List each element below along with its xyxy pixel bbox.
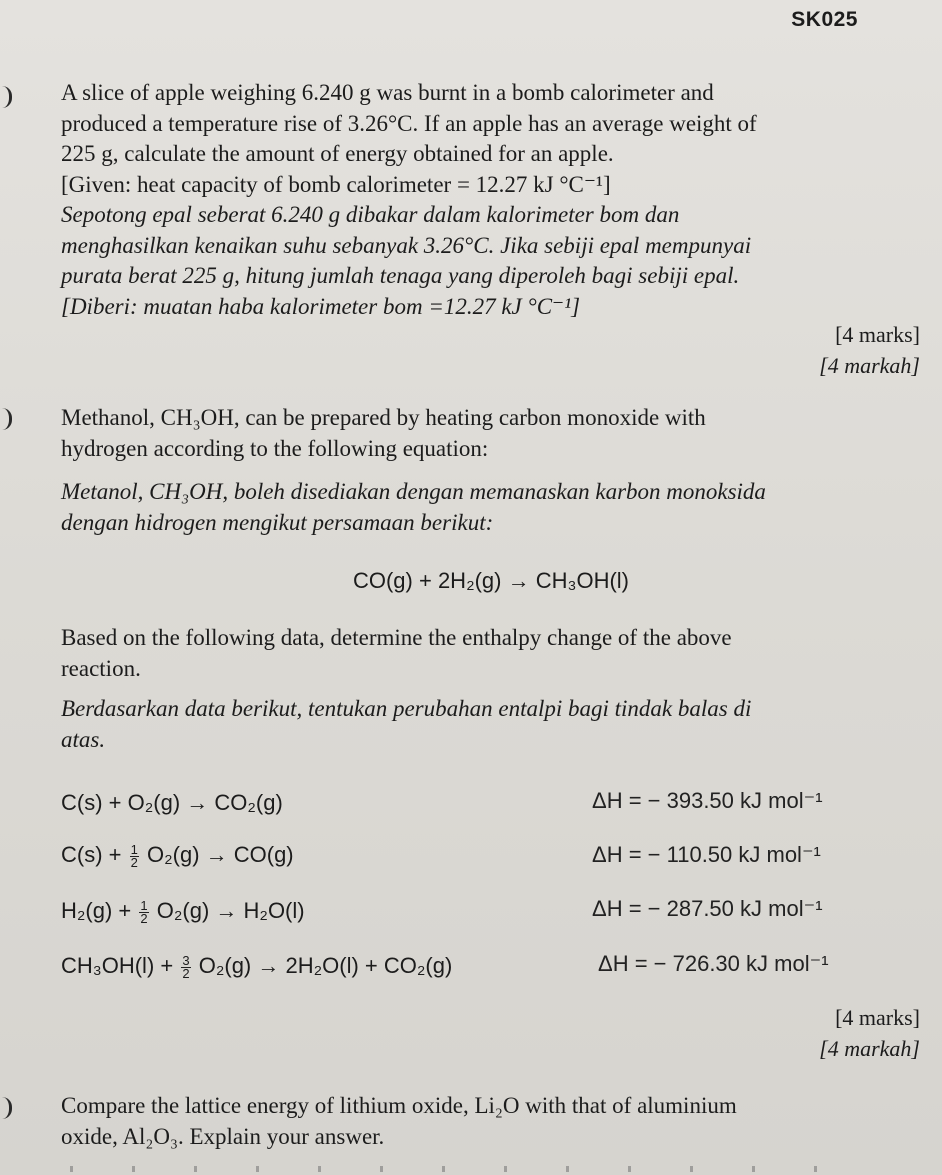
text-line: 225 g, calculate the amount of energy obtained for an apple.	[61, 141, 614, 166]
fraction-denominator: 2	[182, 965, 190, 981]
text-line: Compare the lattice energy of lithium oxide, Li₂O with that of aluminium	[61, 1093, 737, 1118]
text-line: [Given: heat capacity of bomb calorimeter = 12.27 kJ °C⁻¹]	[61, 171, 611, 197]
reaction-text: C(s) + O₂(g) → CO₂(g)	[61, 790, 283, 815]
fraction	[139, 897, 148, 926]
reaction-equation	[61, 953, 452, 980]
paper-code: SK025	[791, 8, 858, 31]
text-line: hydrogen according to the following equation:	[61, 435, 489, 461]
text-line: atas.	[61, 726, 106, 752]
reaction-equation	[61, 842, 294, 869]
text-line: Based on the following data, determine the enthalpy change of the above	[61, 625, 732, 650]
q3-english-text	[61, 1091, 921, 1152]
q2-instruction-malay	[61, 694, 921, 755]
fraction	[130, 841, 139, 870]
text-line: A slice of apple weighing 6.240 g was burnt in a bomb calorimeter and	[61, 80, 714, 105]
text-line: Metanol, CH₃OH, boleh disediakan dengan memanaskan karbon monoksida	[61, 479, 766, 504]
question-marker	[0, 1097, 12, 1119]
q1-marks-english: [4 marks]	[835, 322, 920, 347]
question-marker	[0, 86, 12, 108]
q1-marks-malay: [4 markah]	[819, 353, 920, 378]
reaction-text: O₂(g) → H₂O(l)	[156, 898, 305, 923]
enthalpy-value: ΔH = − 110.50 kJ mol⁻¹	[592, 842, 821, 867]
text-line: purata berat 225 g, hitung jumlah tenaga yang diperoleh bagi sebiji epal.	[61, 263, 740, 288]
reaction-equation	[61, 898, 305, 925]
reaction-text: O₂(g) → 2H₂O(l) + CO₂(g)	[198, 953, 453, 978]
reaction-text: H₂(g) +	[61, 898, 138, 923]
enthalpy-value: ΔH = − 726.30 kJ mol⁻¹	[598, 951, 829, 976]
enthalpy-value: ΔH = − 287.50 kJ mol⁻¹	[592, 896, 823, 921]
q1-malay-text	[61, 200, 921, 322]
fraction-numerator: 1	[130, 841, 138, 857]
question-marker	[0, 408, 12, 430]
q2-marks-malay: [4 markah]	[819, 1036, 920, 1061]
q2-instruction-english	[61, 623, 921, 684]
text-line: Berdasarkan data berikut, tentukan perubahan entalpi bagi tindak balas di	[61, 696, 752, 721]
fraction-numerator: 1	[140, 897, 148, 913]
reaction-text: CH₃OH(l) +	[61, 953, 180, 978]
answer-dotted-line	[70, 1166, 870, 1172]
reaction-text: C(s) +	[61, 842, 128, 867]
reaction-text: O₂(g) → CO(g)	[146, 842, 294, 867]
text-line: dengan hidrogen mengikut persamaan berikut:	[61, 509, 494, 535]
text-line: oxide, Al₂O₃. Explain your answer.	[61, 1123, 385, 1149]
fraction-denominator: 2	[130, 854, 138, 870]
text-line: produced a temperature rise of 3.26°C. If an apple has an average weight of	[61, 110, 757, 136]
text-line: reaction.	[61, 655, 141, 681]
fraction-denominator: 2	[140, 910, 148, 926]
fraction-numerator: 3	[182, 952, 190, 968]
q1-english-text	[61, 78, 921, 200]
enthalpy-value: ΔH = − 393.50 kJ mol⁻¹	[592, 788, 823, 813]
q2-marks-english: [4 marks]	[835, 1005, 920, 1030]
main-equation: CO(g) + 2H₂(g) → CH₃OH(l)	[352, 568, 629, 593]
text-line: Methanol, CH₃OH, can be prepared by heating carbon monoxide with	[61, 405, 706, 430]
q2-english-text	[61, 403, 921, 464]
text-line: [Diberi: muatan haba kalorimeter bom =12.27 kJ °C⁻¹]	[61, 293, 581, 319]
reaction-equation	[61, 790, 283, 816]
text-line: menghasilkan kenaikan suhu sebanyak 3.26°C. Jika sebiji epal mempunyai	[61, 232, 752, 258]
text-line: Sepotong epal seberat 6.240 g dibakar dalam kalorimeter bom dan	[61, 202, 680, 227]
fraction	[181, 952, 190, 981]
q2-malay-text	[61, 477, 921, 538]
